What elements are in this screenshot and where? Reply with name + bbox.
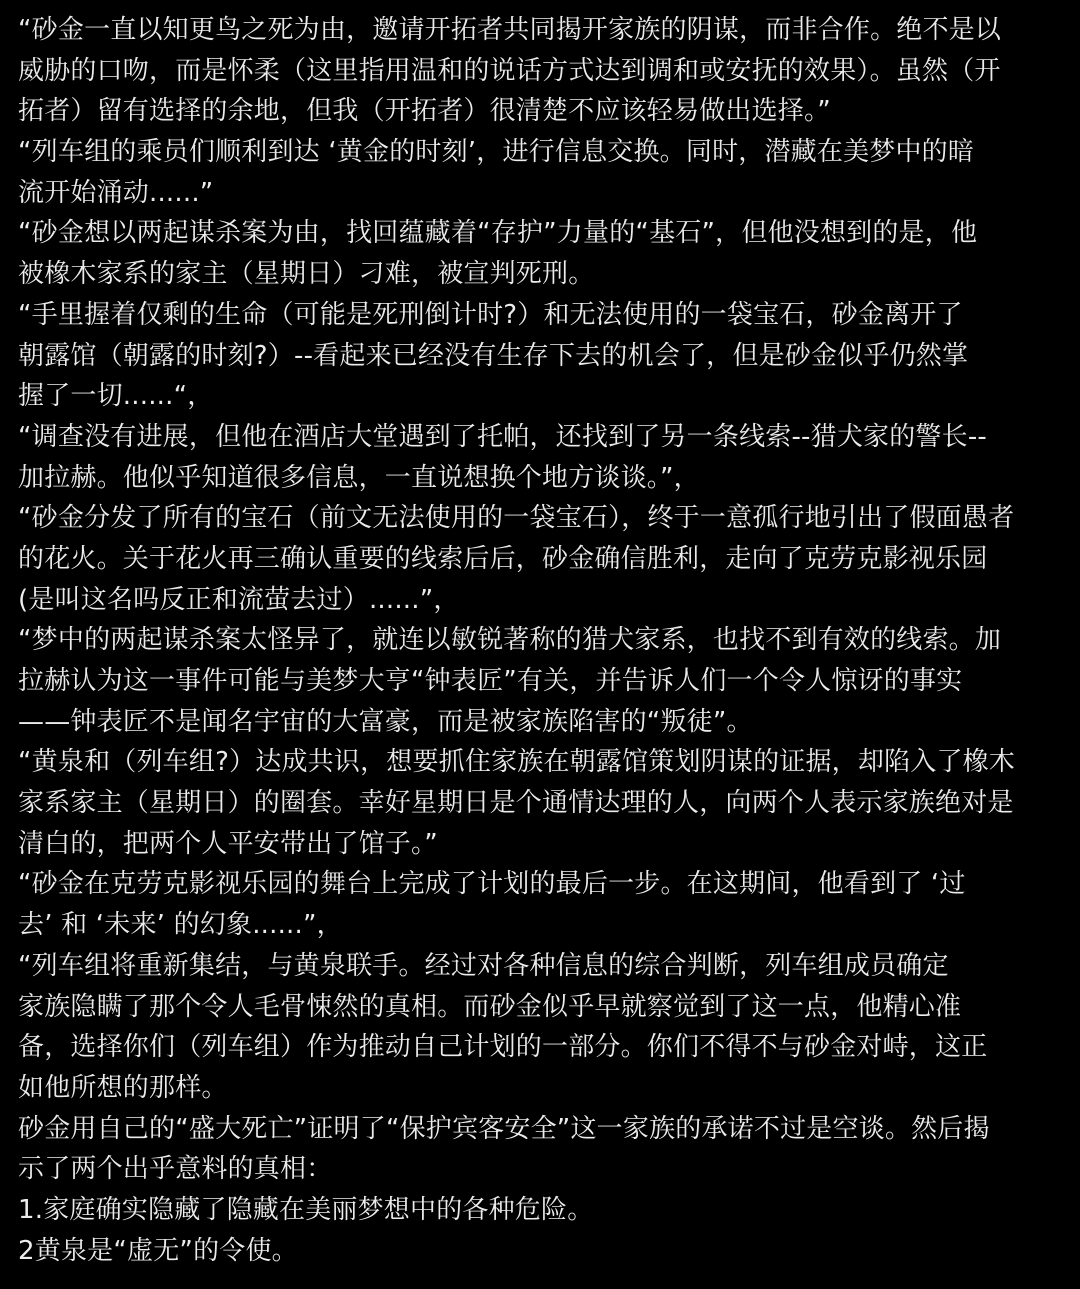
text-line: 2黄泉是“虚无”的令使。: [18, 1235, 298, 1266]
text-line: “砂金想以两起谋杀案为由，找回蕴藏着“存护”力量的“基石”，但他没想到的是，他: [18, 218, 978, 249]
text-line: 示了两个出乎意料的真相：: [18, 1154, 333, 1185]
text-line: “梦中的两起谋杀案太怪异了，就连以敏锐著称的猎犬家系，也找不到有效的线索。加: [18, 625, 1002, 656]
text-line: “砂金一直以知更鸟之死为由，邀请开拓者共同揭开家族的阴谋，而非合作。绝不是以: [18, 15, 1002, 45]
text-line: “砂金分发了所有的宝石（前文无法使用的一袋宝石），终于一意孤行地引出了假面愚者: [18, 503, 1015, 534]
text-line: 去’ 和 ‘未来’ 的幻象......”，: [18, 910, 343, 941]
text-line: 清白的，把两个人平安带出了馆子。”: [18, 828, 438, 859]
text-line: 备，选择你们（列车组）作为推动自己计划的一部分。你们不得不与砂金对峙，这正: [18, 1032, 988, 1063]
text-line: 流开始涌动......”: [18, 177, 214, 208]
text-line: 朝露馆（朝露的时刻?）--看起来已经没有生存下去的机会了，但是砂金似乎仍然掌: [18, 340, 969, 371]
text-line: 如他所想的那样。: [18, 1072, 228, 1103]
text-line: (是叫这名吗反正和流萤去过）......”，: [18, 584, 460, 615]
text-line: “黄泉和（列车组?）达成共识，想要抓住家族在朝露馆策划阴谋的证据，却陷入了橡木: [18, 747, 1016, 778]
text-line: “砂金在克劳克影视乐园的舞台上完成了计划的最后一步。在这期间，他看到了 ‘过: [18, 869, 966, 900]
text-line: 被橡木家系的家主（星期日）刁难，被宣判死刑。: [18, 259, 595, 290]
text-line: 拓者）留有选择的余地，但我（开拓者）很清楚不应该轻易做出选择。”: [18, 96, 831, 127]
text-line: 家系家主（星期日）的圈套。幸好星期日是个通情达理的人，向两个人表示家族绝对是: [18, 788, 1014, 819]
text-line: “手里握着仅剩的生命（可能是死刑倒计时?）和无法使用的一袋宝石，砂金离开了: [18, 299, 963, 330]
text-line: 的花火。关于花火再三确认重要的线索后后，砂金确信胜利，走向了克劳克影视乐园: [18, 543, 988, 574]
text-line: “调查没有进展，但他在酒店大堂遇到了托帕，还找到了另一条线索--猎犬家的警长--: [18, 421, 987, 452]
text-line: 家族隐瞒了那个令人毛骨悚然的真相。而砂金似乎早就察觉到了这一点，他精心准: [18, 991, 962, 1022]
text-line: 握了一切......“，: [18, 381, 214, 412]
text-line: 加拉赫。他似乎知道很多信息，一直说想换个地方谈谈。”，: [18, 462, 700, 493]
text-line: 威胁的口吻，而是怀柔（这里指用温和的说话方式达到调和或安抚的效果）。虽然（开: [18, 55, 1001, 86]
document-body: [0, 10, 1080, 1271]
text-line: 1.家庭确实隐藏了隐藏在美丽梦想中的各种危险。: [18, 1194, 594, 1225]
text-line: 拉赫认为这一事件可能与美梦大亨“钟表匠”有关，并告诉人们一个令人惊讶的事实: [18, 666, 963, 696]
text-line: “列车组将重新集结，与黄泉联手。经过对各种信息的综合判断，列车组成员确定: [18, 950, 949, 981]
text-line: ——钟表匠不是闻名宇宙的大富豪，而是被家族陷害的“叛徒”。: [18, 706, 753, 737]
text-line: 砂金用自己的“盛大死亡”证明了“保护宾客安全”这一家族的承诺不过是空谈。然后揭: [18, 1113, 990, 1144]
text-line: “列车组的乘员们顺利到达 ‘黄金的时刻’，进行信息交换。同时，潜藏在美梦中的暗: [18, 137, 975, 168]
